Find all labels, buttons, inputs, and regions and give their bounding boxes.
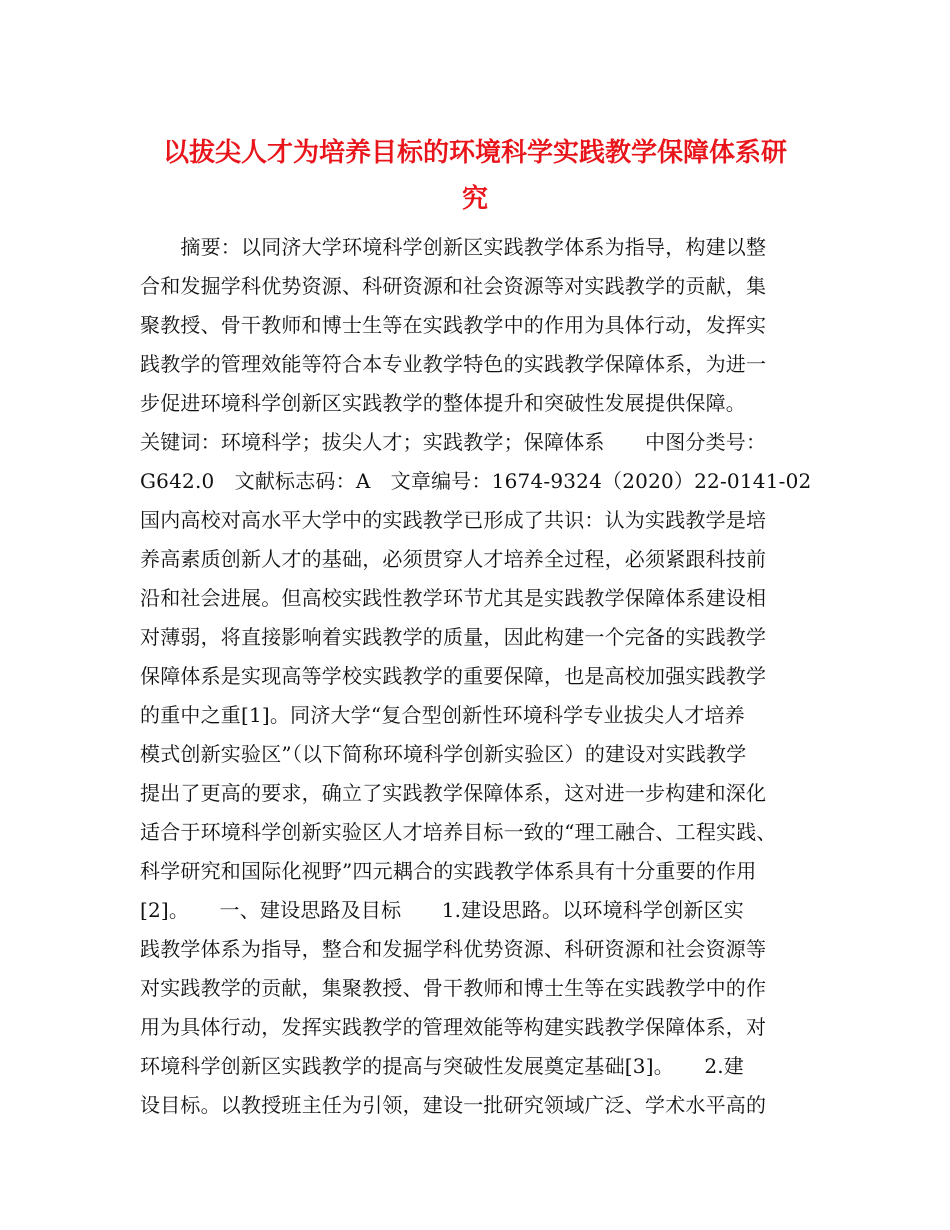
body-line: 聚教授、骨干教师和博士生等在实践教学中的作用为具体行动，发挥实 [140,313,767,337]
body-line: G642.0 文献标志码：A 文章编号：1674-9324（2020）22-0141-02 [140,469,812,493]
body-line: 合和发掘学科优势资源、科研资源和社会资源等对实践教学的贡献，集 [140,274,767,298]
document-title-line-1: 以拔尖人才为培养目标的环境科学实践教学保障体系研 [162,138,787,168]
body-line: 环境科学创新区实践教学的提高与突破性发展奠定基础[3]。 2.建 [140,1054,745,1078]
body-line: 保障体系是实现高等学校实践教学的重要保障，也是高校加强实践教学 [140,664,767,688]
body-line: 关键词：环境科学；拔尖人才；实践教学；保障体系 中图分类号： [140,430,767,454]
body-line: [2]。 一、建设思路及目标 1.建设思路。以环境科学创新区实 [140,898,745,922]
body-line: 的重中之重[1]。同济大学“复合型创新性环境科学专业拔尖人才培养 [140,703,745,727]
body-line: 对实践教学的贡献，集聚教授、骨干教师和博士生等在实践教学中的作 [140,976,767,1000]
body-line: 摘要：以同济大学环境科学创新区实践教学体系为指导，构建以整 [140,235,767,259]
body-line: 践教学的管理效能等符合本专业教学特色的实践教学保障体系，为进一 [140,352,767,376]
body-line: 用为具体行动，发挥实践教学的管理效能等构建实践教学保障体系，对 [140,1015,767,1039]
document-title-line-2: 究 [461,184,488,214]
body-line: 践教学体系为指导，整合和发掘学科优势资源、科研资源和社会资源等 [140,937,767,961]
body-line: 适合于环境科学创新实验区人才培养目标一致的“理工融合、工程实践、 [140,820,777,844]
body-line: 对薄弱，将直接影响着实践教学的质量，因此构建一个完备的实践教学 [140,625,767,649]
body-line: 提出了更高的要求，确立了实践教学保障体系，这对进一步构建和深化 [140,781,767,805]
body-line: 沿和社会进展。但高校实践性教学环节尤其是实践教学保障体系建设相 [140,586,767,610]
body-line: 养高素质创新人才的基础，必须贯穿人才培养全过程，必须紧跟科技前 [140,547,767,571]
body-line: 设目标。以教授班主任为引领，建设一批研究领域广泛、学术水平高的 [140,1093,767,1117]
body-line: 步促进环境科学创新区实践教学的整体提升和突破性发展提供保障。 [140,391,746,415]
body-line: 模式创新实验区”（以下简称环境科学创新实验区）的建设对实践教学 [140,742,747,766]
document-body [140,228,820,1125]
body-line: 科学研究和国际化视野”四元耦合的实践教学体系具有十分重要的作用 [140,859,757,883]
body-line: 国内高校对高水平大学中的实践教学已形成了共识：认为实践教学是培 [140,508,767,532]
